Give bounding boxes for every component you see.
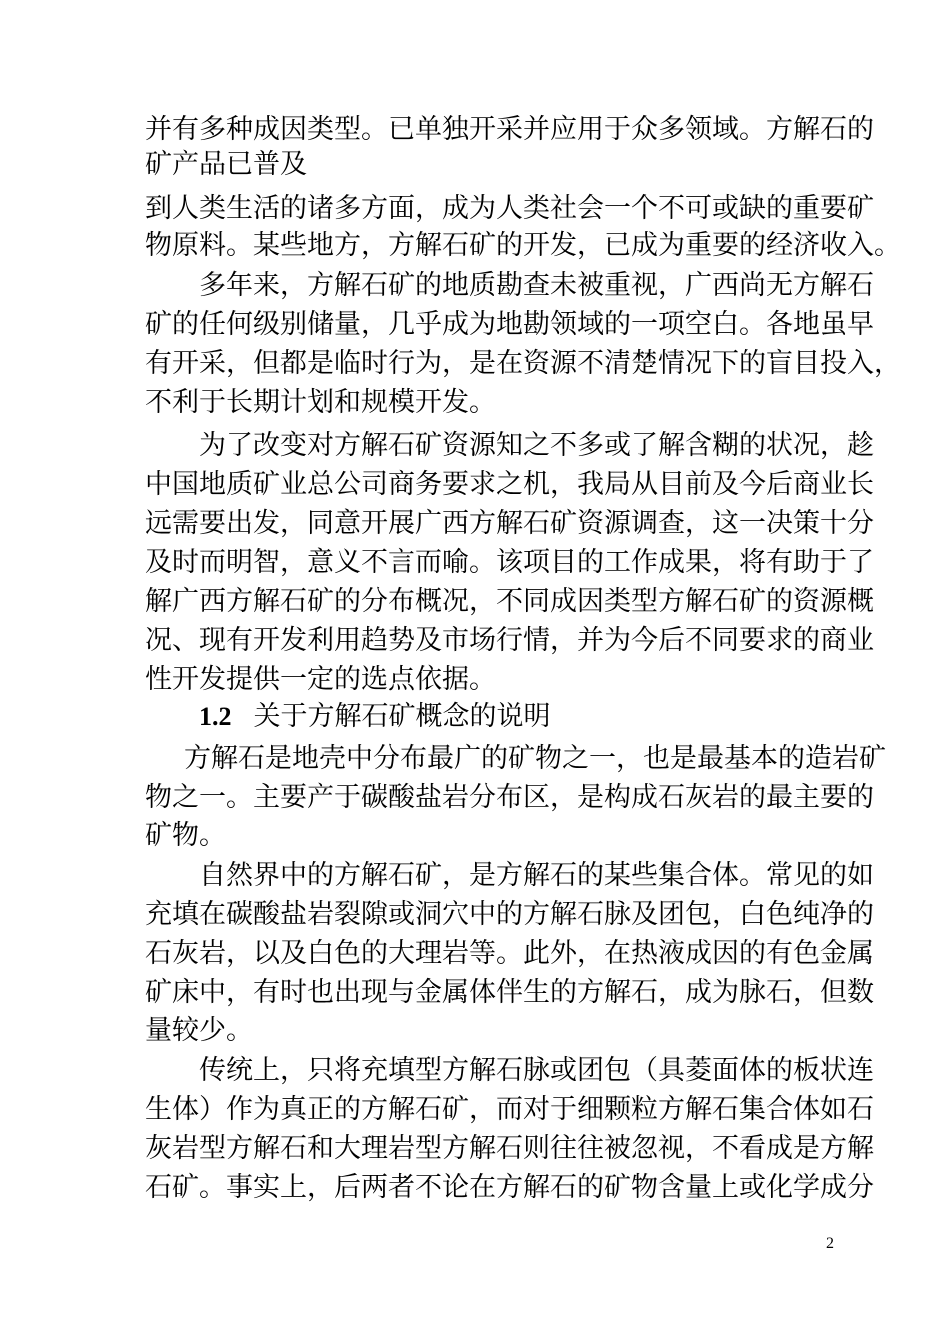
- body-text-line: 中国地质矿业总公司商务要求之机，我局从目前及今后商业长: [145, 469, 874, 500]
- body-text-line: 远需要出发，同意开展广西方解石矿资源调查，这一决策十分: [145, 508, 874, 539]
- body-text-line: 物之一。主要产于碳酸盐岩分布区，是构成石灰岩的最主要的: [145, 782, 874, 813]
- body-text-line: 矿产品已普及: [145, 149, 307, 180]
- body-text-line: 性开发提供一定的选点依据。: [145, 664, 496, 695]
- body-text-line: 并有多种成因类型。已单独开采并应用于众多领域。方解石的: [145, 114, 874, 145]
- body-text-line: 矿床中，有时也出现与金属体伴生的方解石，成为脉石，但数: [145, 977, 874, 1008]
- body-text-line: 物原料。某些地方，方解石矿的开发，已成为重要的经济收入。: [145, 230, 901, 261]
- paragraph-first-line: 为了改变对方解石矿资源知之不多或了解含糊的状况，趁: [199, 430, 874, 461]
- body-text-line: 充填在碳酸盐岩裂隙或洞穴中的方解石脉及团包，白色纯净的: [145, 899, 874, 930]
- body-text-line: 况、现有开发利用趋势及市场行情，并为今后不同要求的商业: [145, 625, 874, 656]
- section-heading-title: 关于方解石矿概念的说明: [253, 701, 551, 732]
- page-number: 2: [826, 1235, 834, 1252]
- body-text-line: 有开采，但都是临时行为，是在资源不清楚情况下的盲目投入，: [145, 348, 901, 379]
- body-text-line: 石矿。事实上，后两者不论在方解石的矿物含量上或化学成分: [145, 1172, 874, 1203]
- paragraph-first-line: 方解石是地壳中分布最广的矿物之一，也是最基本的造岩矿: [184, 743, 886, 774]
- body-text-line: 到人类生活的诸多方面，成为人类社会一个不可或缺的重要矿: [145, 193, 874, 224]
- body-text-line: 矿的任何级别储量，几乎成为地勘领域的一项空白。各地虽早: [145, 309, 874, 340]
- body-text-line: 及时而明智，意义不言而喻。该项目的工作成果，将有助于了: [145, 547, 874, 578]
- body-text-line: 生体）作为真正的方解石矿，而对于细颗粒方解石集合体如石: [145, 1094, 874, 1125]
- body-text-line: 量较少。: [145, 1015, 253, 1046]
- body-text-line: 灰岩型方解石和大理岩型方解石则往往被忽视，不看成是方解: [145, 1133, 874, 1164]
- body-text-line: 解广西方解石矿的分布概况，不同成因类型方解石矿的资源概: [145, 586, 874, 617]
- body-text-line: 矿物。: [145, 820, 226, 851]
- paragraph-first-line: 传统上，只将充填型方解石脉或团包（具菱面体的板状连: [199, 1055, 874, 1086]
- paragraph-first-line: 自然界中的方解石矿，是方解石的某些集合体。常见的如: [199, 860, 874, 891]
- section-heading: [199, 699, 551, 735]
- body-text-line: 石灰岩，以及白色的大理岩等。此外，在热液成因的有色金属: [145, 938, 874, 969]
- paragraph-first-line: 多年来，方解石矿的地质勘查未被重视，广西尚无方解石: [199, 270, 874, 301]
- section-heading-number: 1.2: [199, 702, 232, 731]
- body-text-line: 不利于长期计划和规模开发。: [145, 387, 496, 418]
